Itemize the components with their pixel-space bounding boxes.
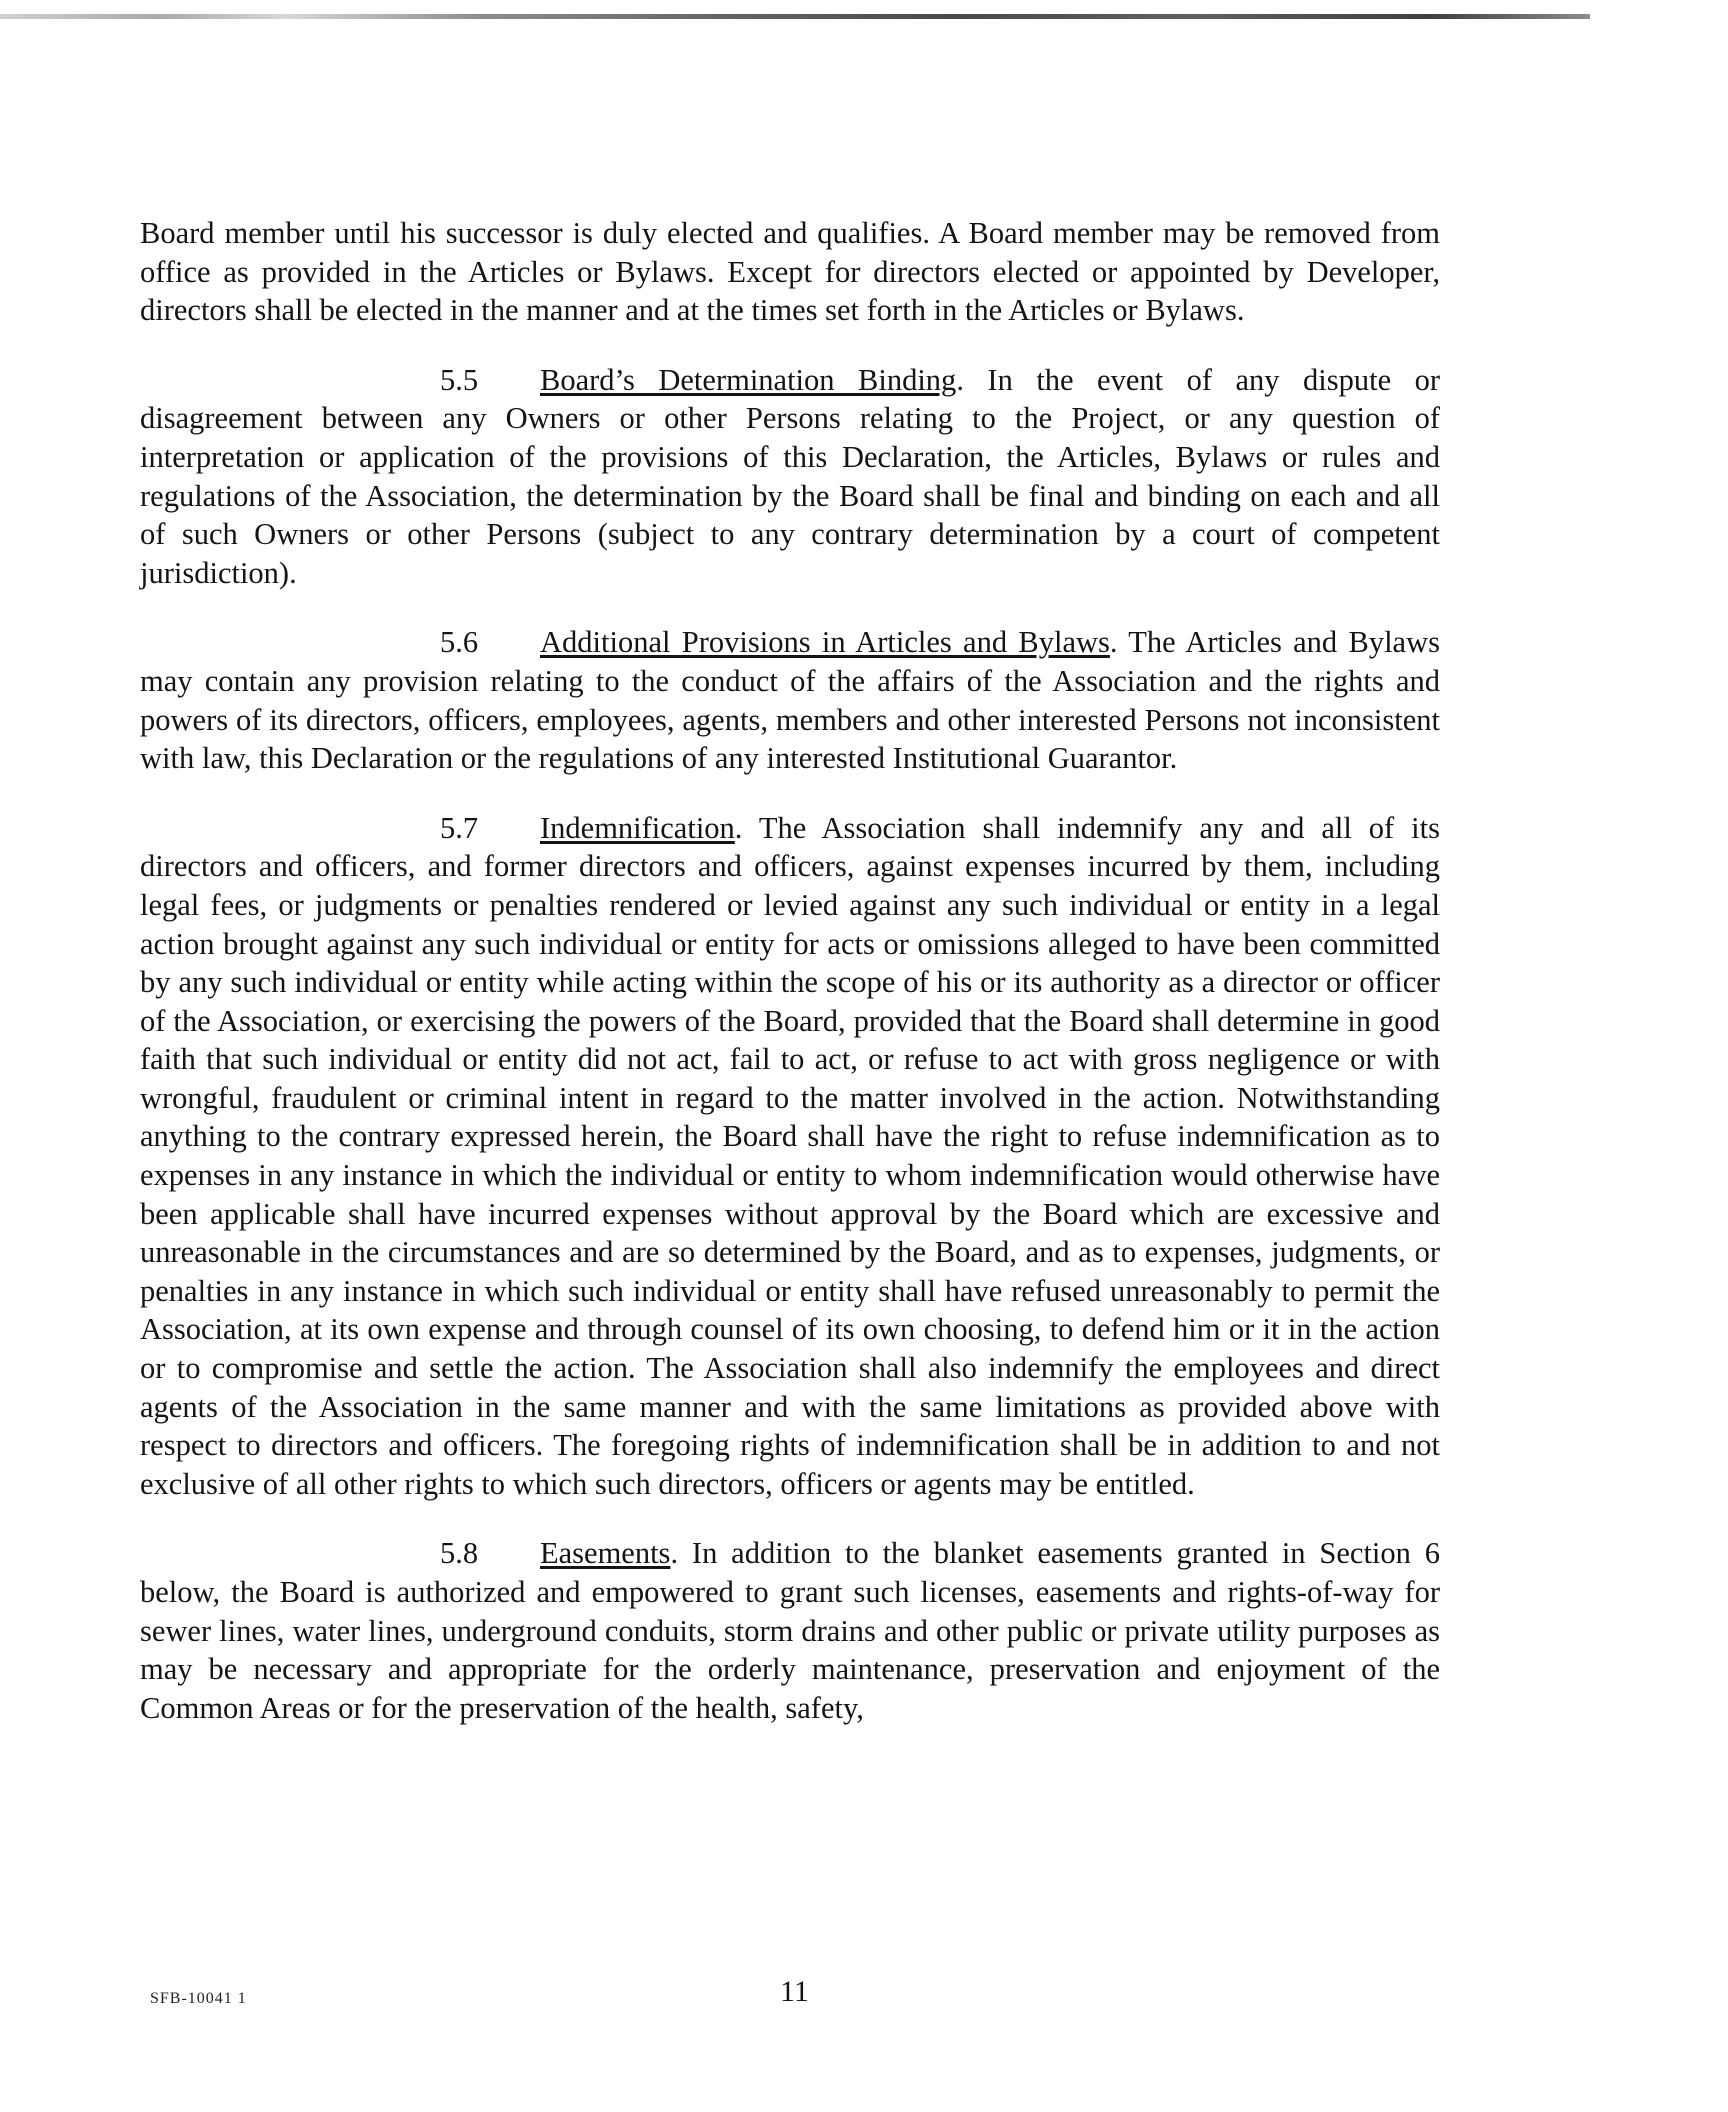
section-number: 5.8 <box>440 1536 479 1571</box>
section-5-8: 5.8 Easements. In addition to the blanket easements granted in Section 6 below, the Board is authorized and empowered to grant such licenses, easements and rights-of-way for sewer lines, water lines, underground conduits, storm drains and other public or private utility purposes as may be necessary and appropriate for the orderly maintenance, preservation and enjoyment of the Common Areas or for the preservation of the health, safety, <box>140 1536 1441 1725</box>
section-heading: Indemnification <box>540 810 735 845</box>
section-body: The Association shall indemnify any and all of its directors and officers, and former directors and officers, against expenses incurred by them, including legal fees, or judgments or penalties rendered or levied against any such individual or entity in a legal action brought against any such individual or entity for acts or omissions alleged to have been committed by any such individual or entity while acting within the scope of his or its authority as a director or officer of the Association, or exercising the powers of the Board, provided that the Board shall determine in good faith that such individual or entity did not act, fail to act, or refuse to act with gross negligence or with wrongful, fraudulent or criminal intent in regard to the matter involved in the action. Notwithstanding anything to the contrary expressed herein, the Board shall have the right to refuse indemnification as to expenses in any instance in which the individual or entity to whom indemnification would otherwise have been applicable shall have incurred expenses without approval by the Board which are excessive and unreasonable in the circumstances and are so determined by the Board, and as to expenses, judgments, or penalties in any instance in which such individual or entity shall have refused unreasonably to permit the Association, at its own expense and through counsel of its own choosing, to defend him or it in the action or to compromise and settle the action. The Association shall also indemnify the employees and direct agents of the Association in the same manner and with the same limitations as provided above with respect to directors and officers. The foregoing rights of indemnification shall be in addition to and not exclusive of all other rights to which such directors, officers or agents may be entitled. <box>140 810 1440 1501</box>
section-5-6: 5.6 Additional Provisions in Articles and Bylaws. The Articles and Bylaws may contain any provision relating to the conduct of the affairs of the Association and the rights and powers of its directors, officers, employees, agents, members and other interested Persons not inconsistent with law, this Declaration or the regulations of any interested Institutional Guarantor. <box>140 625 1440 776</box>
section-body: The Articles and Bylaws may contain any provision relating to the conduct of the affairs of the Association and the rights and powers of its directors, officers, employees, agents, members and other interested Persons not inconsistent with law, this Declaration or the regulations of any interested Institutional Guarantor. <box>140 625 1440 776</box>
section-body: In the event of any dispute or disagreement between any Owners or other Persons relating to the Project, or any question of interpretation or application of the provisions of this Declaration, the Articles, Bylaws or rules and regulations of the Association, the determination by the Board shall be final and binding on each and all of such Owners or other Persons (subject to any contrary determination by a court of competent jurisdiction). <box>140 362 1440 590</box>
section-number: 5.7 <box>440 810 479 845</box>
section-body: In addition to the blanket easements granted in Section 6 below, the Board is authorized and empowered to grant such licenses, easements and rights-of-way for sewer lines, water lines, underground conduits, storm drains and other public or private utility purposes as may be necessary and appropriate for the orderly maintenance, preservation and enjoyment of the Common Areas or for the preservation of the health, safety, <box>140 1536 1441 1725</box>
section-heading: Board’s Determination Binding <box>540 362 957 397</box>
section-number: 5.6 <box>440 625 479 660</box>
document-code: SFB-10041 1 <box>150 1990 247 2007</box>
section-5-7: 5.7 Indemnification. The Association shall indemnify any and all of its directors and officers, and former directors and officers, against expenses incurred by them, including legal fees, or judgments or penalties rendered or levied against any such individual or entity in a legal action brought against any such individual or entity for acts or omissions alleged to have been committed by any such individual or entity while acting within the scope of his or its authority as a director or officer of the Association, or exercising the powers of the Board, provided that the Board shall determine in good faith that such individual or entity did not act, fail to act, or refuse to act with gross negligence or with wrongful, fraudulent or criminal intent in regard to the matter involved in the action. Notwithstanding anything to the contrary expressed herein, the Board shall have the right to refuse indemnification as to expenses in any instance in which the individual or entity to whom indemnification would otherwise have been applicable shall have incurred expenses without approval by the Board which are excessive and unreasonable in the circumstances and are so determined by the Board, and as to expenses, judgments, or penalties in any instance in which such individual or entity shall have refused unreasonably to permit the Association, at its own expense and through counsel of its own choosing, to defend him or it in the action or to compromise and settle the action. The Association shall also indemnify the employees and direct agents of the Association in the same manner and with the same limitations as provided above with respect to directors and officers. The foregoing rights of indemnification shall be in addition to and not exclusive of all other rights to which such directors, officers or agents may be entitled. <box>140 810 1440 1501</box>
scan-artifact-edge <box>0 14 1590 19</box>
section-number: 5.5 <box>440 362 479 397</box>
section-heading: Easements <box>540 1536 671 1571</box>
section-5-5: 5.5 Board’s Determination Binding. In the event of any dispute or disagreement between any Owners or other Persons relating to the Project, or any question of interpretation or application of the provisions of this Declaration, the Articles, Bylaws or rules and regulations of the Association, the determination by the Board shall be final and binding on each and all of such Owners or other Persons (subject to any contrary determination by a court of competent jurisdiction). <box>140 362 1440 590</box>
document-page <box>140 214 1440 1758</box>
section-heading: Additional Provisions in Articles and Bylaws <box>540 625 1110 660</box>
intro-paragraph: Board member until his successor is duly elected and qualifies. A Board member may be removed from office as provided in the Articles or Bylaws. Except for directors elected or appointed by Developer, directors shall be elected in the manner and at the times set forth in the Articles or Bylaws. <box>140 216 1440 328</box>
page-number: 11 <box>780 1975 809 2008</box>
